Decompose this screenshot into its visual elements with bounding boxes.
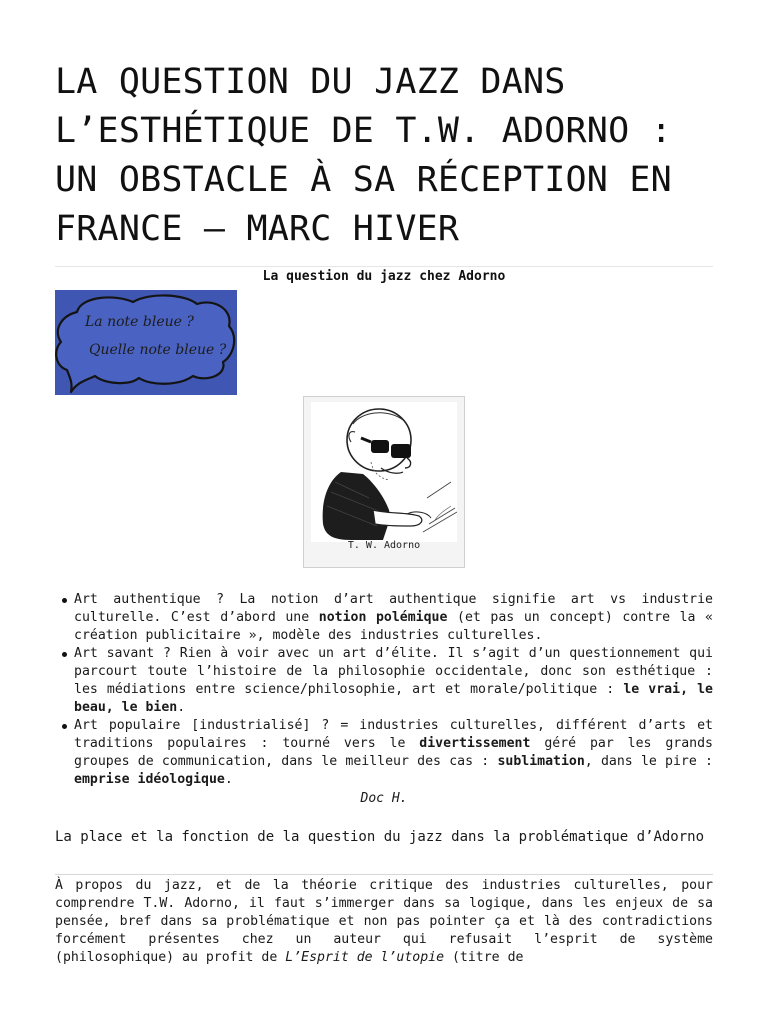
list-item	[55, 645, 713, 717]
bubble-line-2: Quelle note bleue ?	[89, 342, 227, 358]
caricature-drawing-icon	[311, 402, 457, 542]
bullet-text: .	[177, 700, 186, 715]
bold-text: emprise idéologique	[74, 772, 225, 787]
bullet-text: Art authentique ? La notion d’art authentique signifie art vs industrie culturelle. C’est d’abord une	[74, 592, 713, 625]
bold-text: notion polémique	[318, 610, 448, 625]
list-item	[55, 717, 713, 789]
bullet-text: (et pas un concept) contre la « création publicitaire », modèle des industries culturelles.	[74, 610, 713, 643]
bold-text: divertissement	[419, 736, 531, 751]
bullet-text: , dans le pire :	[584, 754, 713, 769]
list-item	[55, 591, 713, 645]
portrait-caption: T. W. Adorno	[347, 540, 421, 551]
paragraph-text: À propos du jazz, et de la théorie critique des industries culturelles, pour comprendre T.W. Adorno, il faut s’immerger dans sa logique, dans les enjeux de sa pensée, bref dans sa problématique et non pas pointer ça et là des contradictions forcément présentes chez un auteur qui refusait l’esprit de système (philosophique) au profit de	[55, 878, 713, 965]
body-paragraph	[55, 877, 713, 967]
section-divider	[55, 874, 713, 875]
adorno-portrait-image	[311, 402, 457, 542]
bullet-list	[55, 591, 713, 789]
bullet-text: .	[224, 772, 233, 787]
article-subtitle: La question du jazz chez Adorno	[262, 269, 506, 284]
bold-text: sublimation	[497, 754, 585, 769]
article-title: LA QUESTION DU JAZZ DANS L’ESTHÉTIQUE DE T.W. ADORNO : UN OBSTACLE À SA RÉCEPTION EN FRANCE – MARC HIVER	[55, 62, 672, 249]
note-bleue-image	[55, 290, 237, 395]
section-heading: La place et la fonction de la question du jazz dans la problématique d’Adorno	[55, 829, 705, 845]
adorno-portrait-figure	[303, 396, 465, 568]
bubble-line-1: La note bleue ?	[85, 314, 194, 330]
article-page	[55, 0, 714, 965]
bullet-text: géré par les grands groupes de communication, dans le meilleur des cas :	[74, 736, 713, 769]
bullet-text: Art savant ? Rien à voir avec un art d’élite. Il s’agit d’un questionnement qui parcourt toute l’histoire de la philosophie occidentale, donc son esthétique : les médiations entre science/philosophie, art et morale/politique :	[74, 646, 713, 697]
title-divider	[55, 266, 713, 267]
paragraph-text: (titre de	[444, 950, 524, 965]
bold-text: le vrai, le beau, le bien	[74, 682, 714, 715]
bullet-text: Art populaire [industrialisé] ? = industries culturelles, différent d’arts et traditions populaires : tourné vers le	[74, 718, 713, 751]
signature: Doc H.	[360, 791, 408, 806]
book-title: L’Esprit de l’utopie	[285, 950, 445, 965]
